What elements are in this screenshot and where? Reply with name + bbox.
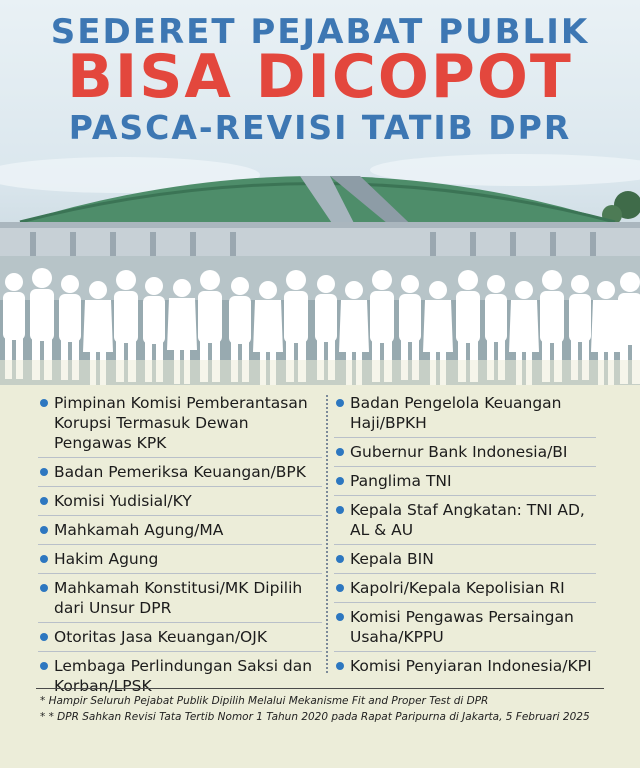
footer-divider [36, 688, 604, 689]
bullet-icon [40, 662, 48, 670]
bullet-icon [336, 662, 344, 670]
bullet-icon [40, 526, 48, 534]
list-item: Pimpinan Komisi Pemberantasan Korupsi Termasuk Dewan Pengawas KPK [38, 389, 322, 458]
list-column-right [334, 389, 596, 680]
list-item: Komisi Penyiaran Indonesia/KPI [334, 652, 596, 680]
list-item: Kepala Staf Angkatan: TNI AD, AL & AU [334, 496, 596, 545]
bullet-icon [40, 497, 48, 505]
list-item: Kapolri/Kepala Kepolisian RI [334, 574, 596, 603]
list-item: Panglima TNI [334, 467, 596, 496]
bullet-icon [336, 613, 344, 621]
list-item: Lembaga Perlindungan Saksi dan Korban/LPSK [38, 652, 322, 700]
bullet-icon [336, 399, 344, 407]
list-item: Mahkamah Konstitusi/MK Dipilih dari Unsur DPR [38, 574, 322, 623]
footnote-1: * Hampir Seluruh Pejabat Publik Dipilih Melalui Mekanisme Fit and Proper Test di DPR [40, 695, 489, 707]
list-column-left [38, 389, 322, 700]
list-item: Otoritas Jasa Keuangan/OJK [38, 623, 322, 652]
headline-line-1: SEDERET PEJABAT PUBLIK [50, 12, 590, 52]
headline-line-3: PASCA-REVISI TATIB DPR [68, 108, 572, 147]
list-item: Gubernur Bank Indonesia/BI [334, 438, 596, 467]
bullet-icon [336, 506, 344, 514]
bullet-icon [40, 633, 48, 641]
bullet-icon [336, 448, 344, 456]
column-divider [326, 395, 328, 673]
list-item: Komisi Yudisial/KY [38, 487, 322, 516]
footnotes [40, 693, 620, 725]
bullet-icon [40, 555, 48, 563]
bullet-icon [40, 468, 48, 476]
list-item: Komisi Pengawas Persaingan Usaha/KPPU [334, 603, 596, 652]
list-item: Kepala BIN [334, 545, 596, 574]
officials-list [0, 385, 640, 768]
headline-line-2: BISA DICOPOT [67, 42, 573, 112]
bullet-icon [40, 399, 48, 407]
bullet-icon [40, 584, 48, 592]
footnote-2: * * DPR Sahkan Revisi Tata Tertib Nomor 1 Tahun 2020 pada Rapat Paripurna di Jakarta, 5 Februari 2025 [40, 711, 590, 723]
list-item: Mahkamah Agung/MA [38, 516, 322, 545]
bullet-icon [336, 477, 344, 485]
list-item: Badan Pemeriksa Keuangan/BPK [38, 458, 322, 487]
list-item: Badan Pengelola Keuangan Haji/BPKH [334, 389, 596, 438]
bullet-icon [336, 584, 344, 592]
list-item: Hakim Agung [38, 545, 322, 574]
bullet-icon [336, 555, 344, 563]
